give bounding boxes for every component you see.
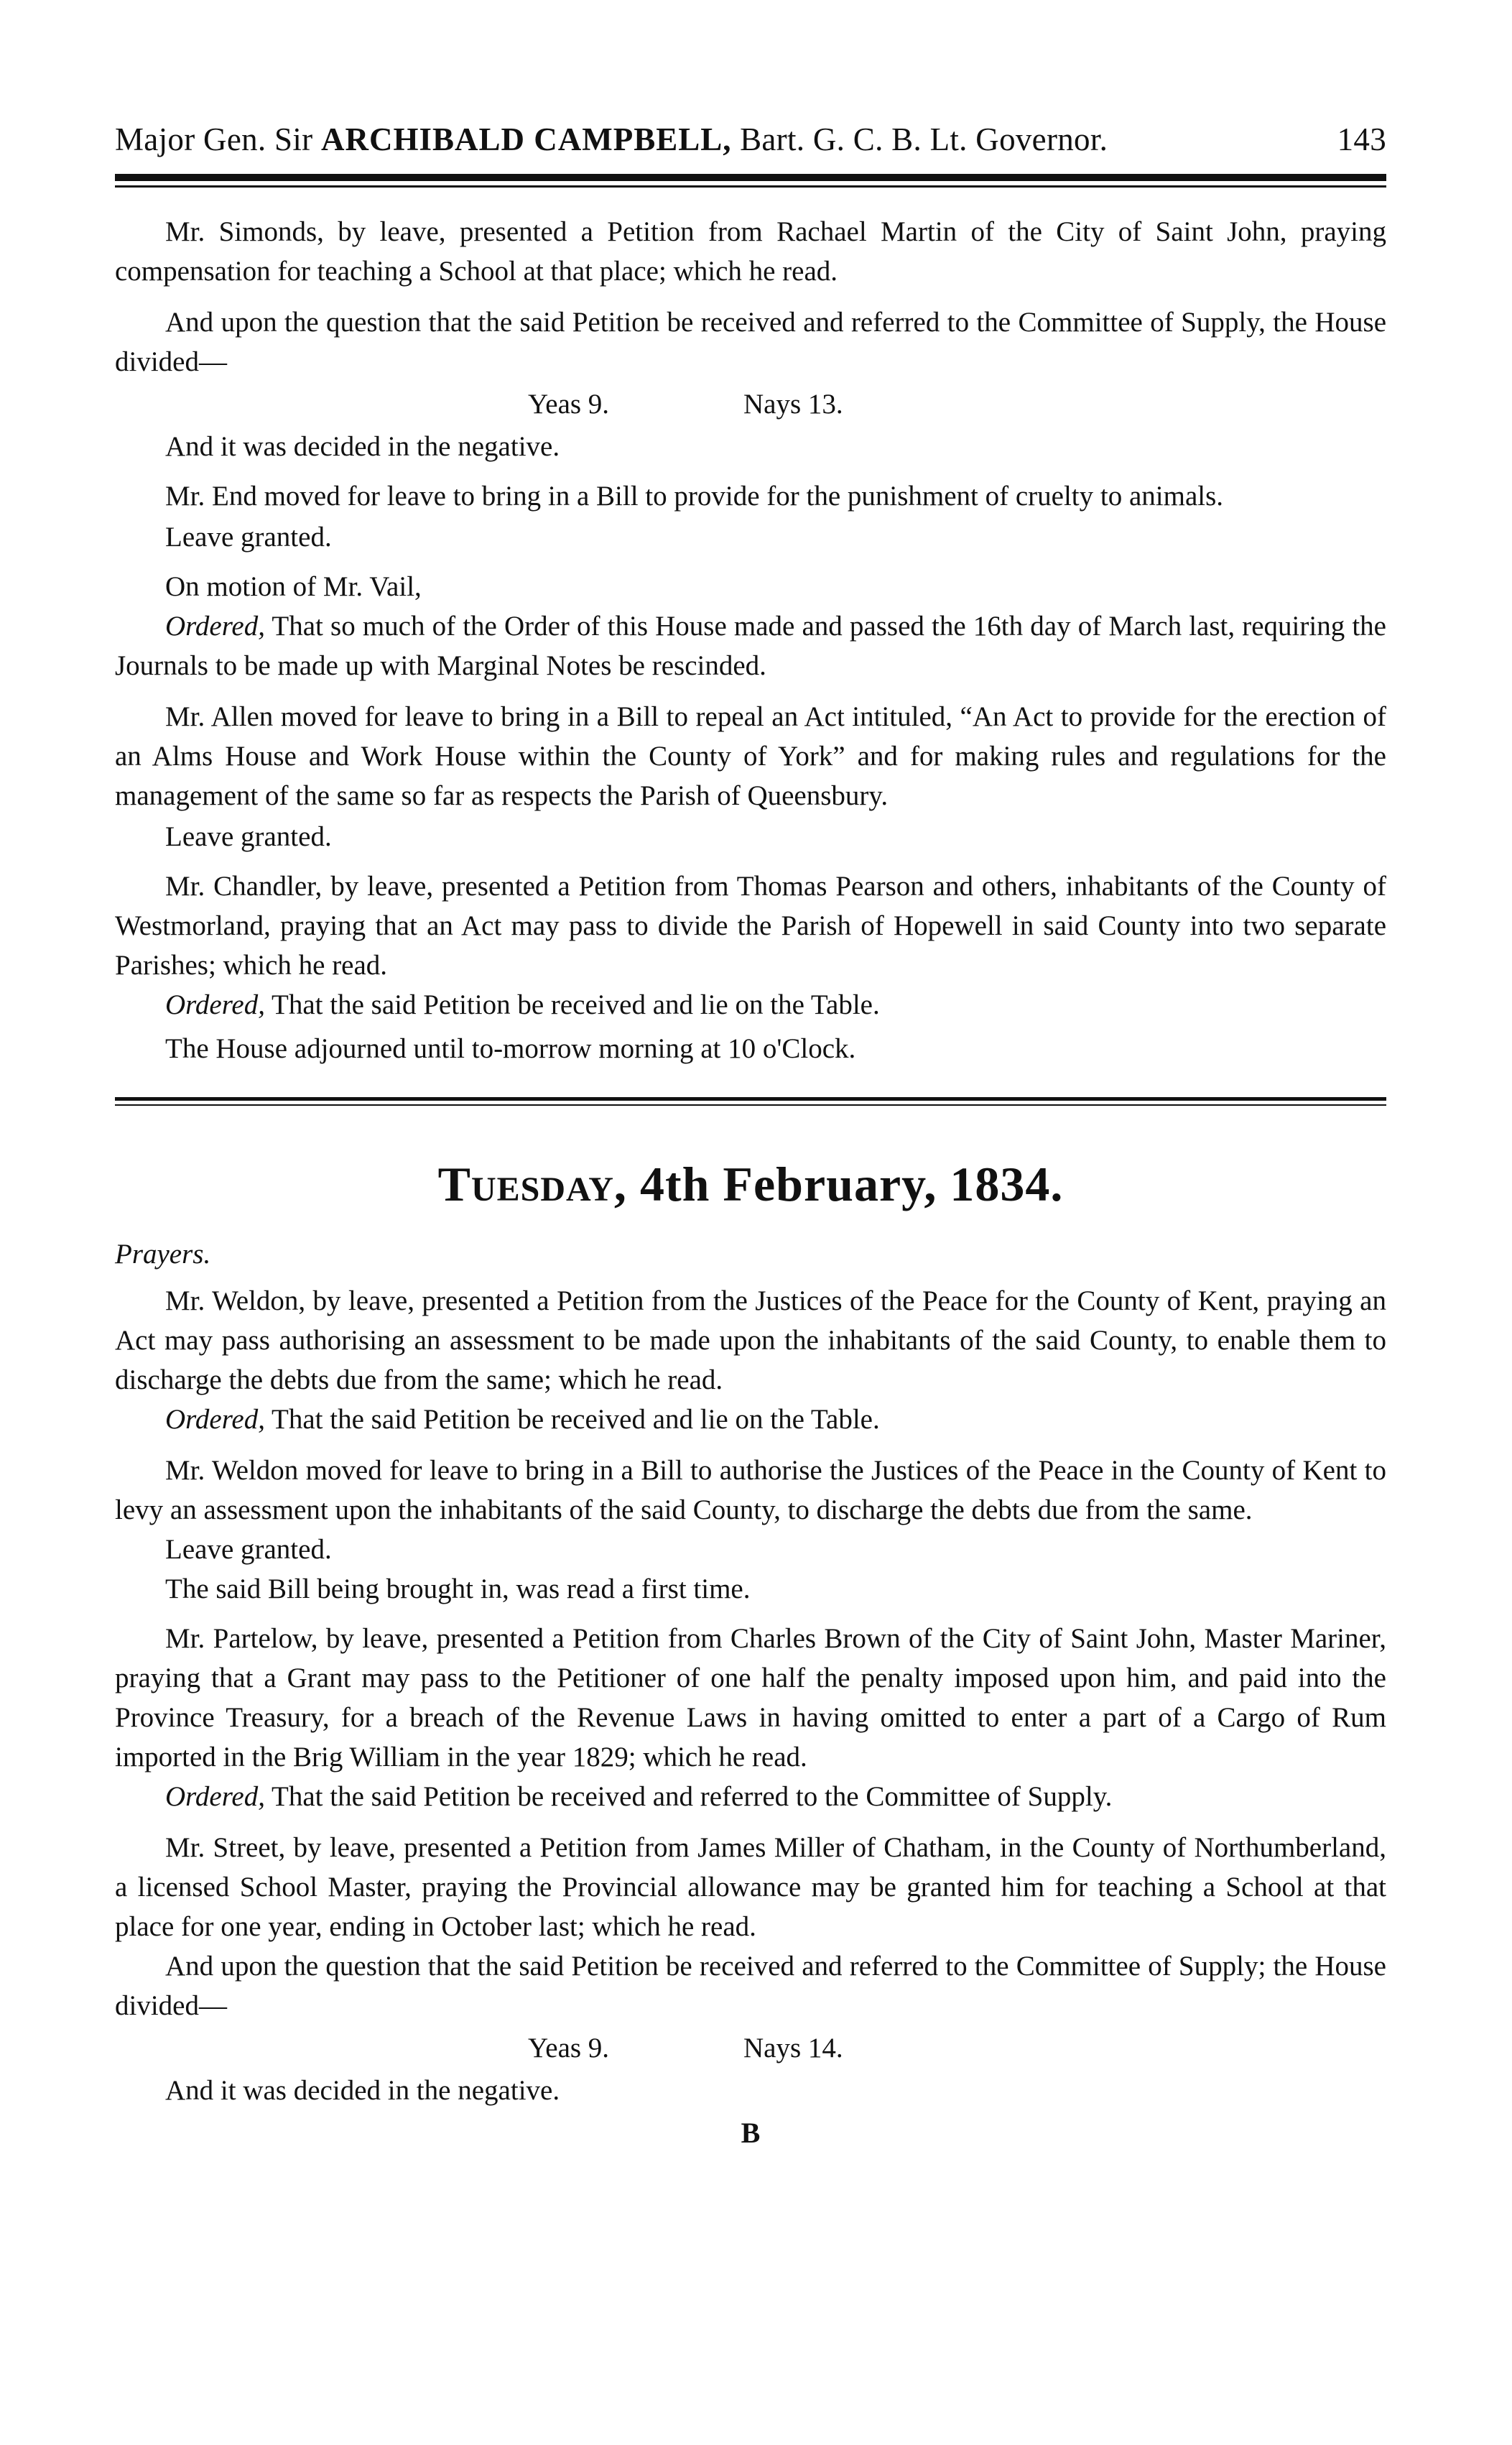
paragraph-weldon-petition: Mr. Weldon, by leave, presented a Petition from the Justices of the Peace for the County of Kent, praying an Act may pass authorising an assessment to be made upon the inhabitants of the said County, to enable them to discharge the debts due from the same; which he read. (115, 1285, 1386, 1395)
division-vote-2 (115, 2028, 1386, 2068)
paragraph-allen-bill: Mr. Allen moved for leave to bring in a Bill to repeal an Act intituled, “An Act to provide for the erection of an Alms House and Work House within the County of York” and for making rules and regulations for the management of the same so far as respects the Parish of Queensbury. (115, 701, 1386, 811)
day-date: 4th February, 1834. (639, 1156, 1064, 1211)
paragraph-end-bill: Mr. End moved for leave to bring in a Bill to provide for the punishment of cruelty to animals. (165, 480, 1224, 512)
yeas-count: Yeas 9. (528, 2032, 610, 2063)
paragraph-order-marginal-notes (115, 606, 1386, 685)
paragraph-first-reading: The said Bill being brought in, was read a first time. (165, 1573, 751, 1604)
paragraph-leave-granted: Leave granted. (165, 521, 332, 553)
ordered-label: Ordered, (165, 1403, 265, 1435)
paragraph-simonds-petition: Mr. Simonds, by leave, presented a Petition from Rachael Martin of the City of Saint John, praying compensation for teaching a School at that place; which he read. (115, 216, 1386, 287)
ordered-text: That so much of the Order of this House made and passed the 16th day of March last, requiring the Journals to be made up with Marginal Notes be rescinded. (115, 610, 1386, 681)
paragraph-order-table (115, 985, 1386, 1025)
paragraph-weldon-bill: Mr. Weldon moved for leave to bring in a Bill to authorise the Justices of the Peace in the County of Kent to levy an assessment upon the inhabitants of the said County, to discharge the debts due from the same. (115, 1454, 1386, 1525)
running-head-title (115, 122, 1108, 158)
paragraph-street-petition: Mr. Street, by leave, presented a Petition from James Miller of Chatham, in the County of Northumberland, a licensed School Master, praying the Provincial allowance may be granted him for teaching a School at that place for one year, ending in October last; which he read. (115, 1831, 1386, 1942)
paragraph-order-table-2 (115, 1400, 1386, 1439)
paragraph-question-supply-2: And upon the question that the said Petition be received and referred to the Committee of Supply; the House divided— (115, 1950, 1386, 2021)
paragraph-decided-negative: And it was decided in the negative. (165, 430, 560, 462)
paragraph-leave-granted-3: Leave granted. (165, 1533, 332, 1565)
header-suffix: Bart. G. C. B. Lt. Governor. (740, 121, 1108, 157)
paragraph-chandler-petition: Mr. Chandler, by leave, presented a Petition from Thomas Pearson and others, inhabitants of the County of Westmorland, praying that an Act may pass to divide the Parish of Hopewell in said County into two separate Parishes; which he read. (115, 870, 1386, 981)
header-prefix: Major Gen. Sir (115, 121, 313, 157)
paragraph-partelow-petition: Mr. Partelow, by leave, presented a Petition from Charles Brown of the City of Saint John, Master Mariner, praying that a Grant may pass to the Petitioner of one half the penalty imposed upon him, and paid into the Province Treasury, for a breach of the Revenue Laws in having omitted to enter a part of a Cargo of Rum imported in the Brig William in the year 1829; which he read. (115, 1622, 1386, 1772)
header-name: ARCHIBALD CAMPBELL, (320, 121, 732, 157)
ordered-label: Ordered, (165, 1780, 265, 1812)
header-rule-thin (115, 185, 1386, 188)
prayers-label: Prayers. (115, 1238, 211, 1270)
ordered-label: Ordered, (165, 610, 265, 642)
yeas-count: Yeas 9. (528, 388, 610, 420)
signature-mark: B (741, 2116, 761, 2149)
page-number: 143 (1337, 121, 1386, 157)
section-rule-thick (115, 1097, 1386, 1101)
day-name: Tuesday, (437, 1156, 627, 1211)
paragraph-order-supply (115, 1777, 1386, 1816)
nays-count: Nays 14. (743, 2032, 843, 2063)
paragraph-leave-granted-2: Leave granted. (165, 821, 332, 852)
ordered-text: That the said Petition be received and lie on the Table. (272, 989, 880, 1020)
ordered-text: That the said Petition be received and lie on the Table. (272, 1403, 880, 1435)
paragraph-decided-negative-2: And it was decided in the negative. (165, 2074, 560, 2106)
nays-count: Nays 13. (743, 388, 843, 420)
division-vote-1 (115, 384, 1386, 424)
day-heading (115, 1156, 1386, 1213)
section-rule-thin (115, 1104, 1386, 1106)
header-rule-thick (115, 174, 1386, 181)
paragraph-question-supply: And upon the question that the said Petition be received and referred to the Committee of Supply, the House divided— (115, 306, 1386, 377)
paragraph-adjourned: The House adjourned until to-morrow morning at 10 o'Clock. (165, 1032, 856, 1064)
running-head (115, 122, 1386, 158)
paragraph-motion-vail: On motion of Mr. Vail, (165, 570, 422, 602)
ordered-label: Ordered, (165, 989, 265, 1020)
ordered-text: That the said Petition be received and referred to the Committee of Supply. (272, 1780, 1113, 1812)
